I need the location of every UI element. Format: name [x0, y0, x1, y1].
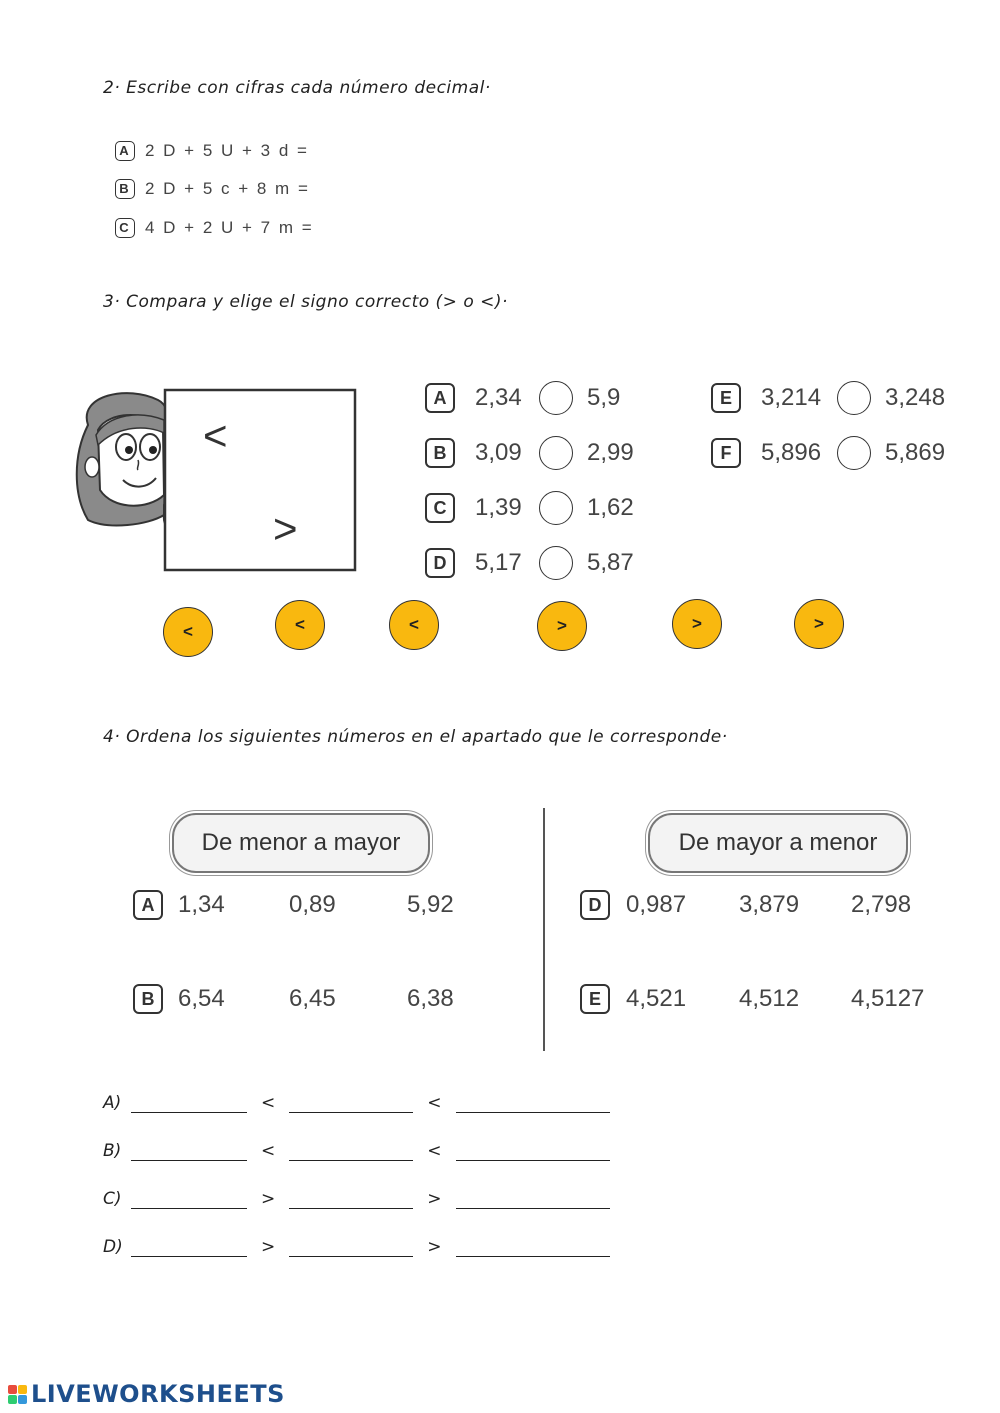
q3-title: 3· Compara y elige el signo correcto (> o <)· — [103, 292, 508, 312]
answer-line-a — [103, 1093, 610, 1113]
answer-line-sign: < — [261, 1141, 276, 1161]
order-value: 0,89 — [289, 891, 336, 918]
order-value: 6,38 — [407, 985, 454, 1012]
answer-blank[interactable] — [456, 1194, 610, 1209]
compare-value-c1: 1,39 — [475, 494, 522, 521]
order-label-b: B — [133, 984, 163, 1014]
q2-label-a: A — [115, 141, 135, 161]
compare-value-d1: 5,17 — [475, 549, 522, 576]
compare-value-f2: 5,869 — [885, 439, 946, 466]
column-divider — [543, 808, 545, 1051]
q2-item-b — [115, 179, 310, 199]
order-value: 3,879 — [739, 891, 800, 918]
answer-line-prefix: D) — [103, 1237, 123, 1257]
order-value: 2,798 — [851, 891, 912, 918]
compare-label-b: B — [425, 438, 455, 468]
order-value: 4,512 — [739, 985, 800, 1012]
compare-drop-circle-d[interactable] — [539, 546, 573, 580]
answer-chip-1[interactable]: < — [163, 607, 213, 657]
answer-blank[interactable] — [131, 1146, 247, 1161]
answer-line-prefix: C) — [103, 1189, 122, 1209]
compare-label-f: F — [711, 438, 741, 468]
compare-value-a1: 2,34 — [475, 384, 522, 411]
compare-drop-circle-b[interactable] — [539, 436, 573, 470]
brand-footer — [8, 1380, 285, 1408]
compare-drop-circle-e[interactable] — [837, 381, 871, 415]
order-value: 6,45 — [289, 985, 336, 1012]
answer-blank[interactable] — [289, 1242, 413, 1257]
q2-expr-a: 2 D + 5 U + 3 d = — [145, 141, 309, 160]
answer-line-b — [103, 1141, 610, 1161]
answer-chip-4[interactable]: > — [537, 601, 587, 651]
answer-chip-3[interactable]: < — [389, 600, 439, 650]
answer-blank[interactable] — [289, 1098, 413, 1113]
answer-line-prefix: B) — [103, 1141, 122, 1161]
compare-label-c: C — [425, 493, 455, 523]
brand-name: LIVEWORKSHEETS — [31, 1380, 285, 1408]
order-value: 5,92 — [407, 891, 454, 918]
q2-item-a — [115, 141, 309, 161]
compare-label-d: D — [425, 548, 455, 578]
compare-row-a — [425, 381, 620, 415]
q2-title: 2· Escribe con cifras cada número decimal· — [103, 78, 491, 98]
answer-line-sign: > — [261, 1237, 276, 1257]
q2-label-b: B — [115, 179, 135, 199]
answer-blank[interactable] — [131, 1098, 247, 1113]
girl-with-board-illustration — [68, 385, 363, 575]
board-sign-greater: > — [273, 505, 298, 552]
answer-chip-2[interactable]: < — [275, 600, 325, 650]
answer-blank[interactable] — [131, 1194, 247, 1209]
order-label-e: E — [580, 984, 610, 1014]
q2-expr-c: 4 D + 2 U + 7 m = — [145, 218, 314, 237]
answer-line-sign: < — [261, 1093, 276, 1113]
order-row-b — [133, 984, 454, 1014]
heading-descending: De mayor a menor — [648, 813, 908, 873]
q2-item-c — [115, 218, 314, 238]
compare-label-e: E — [711, 383, 741, 413]
answer-line-sign: > — [261, 1189, 276, 1209]
answer-blank[interactable] — [456, 1098, 610, 1113]
compare-row-c — [425, 491, 634, 525]
order-value: 4,5127 — [851, 985, 925, 1012]
answer-line-sign: > — [427, 1237, 442, 1257]
order-value: 6,54 — [178, 985, 225, 1012]
q4-title: 4· Ordena los siguientes números en el apartado que le corresponde· — [103, 727, 728, 747]
liveworksheets-logo-icon — [8, 1385, 27, 1404]
compare-value-b2: 2,99 — [587, 439, 634, 466]
answer-line-c — [103, 1189, 610, 1209]
compare-value-a2: 5,9 — [587, 384, 621, 411]
answer-blank[interactable] — [289, 1194, 413, 1209]
answer-blank[interactable] — [456, 1146, 610, 1161]
compare-value-e2: 3,248 — [885, 384, 946, 411]
compare-value-d2: 5,87 — [587, 549, 634, 576]
compare-row-d — [425, 546, 634, 580]
compare-value-b1: 3,09 — [475, 439, 522, 466]
order-value: 0,987 — [626, 891, 687, 918]
order-label-d: D — [580, 890, 610, 920]
answer-blank[interactable] — [131, 1242, 247, 1257]
compare-row-f — [711, 436, 945, 470]
answer-line-sign: > — [427, 1189, 442, 1209]
order-row-d — [580, 890, 911, 920]
answer-line-prefix: A) — [103, 1093, 122, 1113]
order-row-e — [580, 984, 924, 1014]
order-label-a: A — [133, 890, 163, 920]
answer-chip-6[interactable]: > — [794, 599, 844, 649]
compare-row-e — [711, 381, 945, 415]
compare-row-b — [425, 436, 634, 470]
board-sign-less: < — [203, 412, 228, 459]
answer-blank[interactable] — [456, 1242, 610, 1257]
order-value: 1,34 — [178, 891, 225, 918]
order-row-a — [133, 890, 454, 920]
order-value: 4,521 — [626, 985, 687, 1012]
compare-drop-circle-a[interactable] — [539, 381, 573, 415]
q2-expr-b: 2 D + 5 c + 8 m = — [145, 179, 310, 198]
compare-value-f1: 5,896 — [761, 439, 822, 466]
compare-drop-circle-c[interactable] — [539, 491, 573, 525]
answer-chip-5[interactable]: > — [672, 599, 722, 649]
answer-line-d — [103, 1237, 610, 1257]
heading-ascending: De menor a mayor — [172, 813, 430, 873]
q2-label-c: C — [115, 218, 135, 238]
answer-blank[interactable] — [289, 1146, 413, 1161]
answer-line-sign: < — [427, 1141, 442, 1161]
compare-drop-circle-f[interactable] — [837, 436, 871, 470]
compare-value-e1: 3,214 — [761, 384, 822, 411]
compare-value-c2: 1,62 — [587, 494, 634, 521]
compare-label-a: A — [425, 383, 455, 413]
answer-line-sign: < — [427, 1093, 442, 1113]
